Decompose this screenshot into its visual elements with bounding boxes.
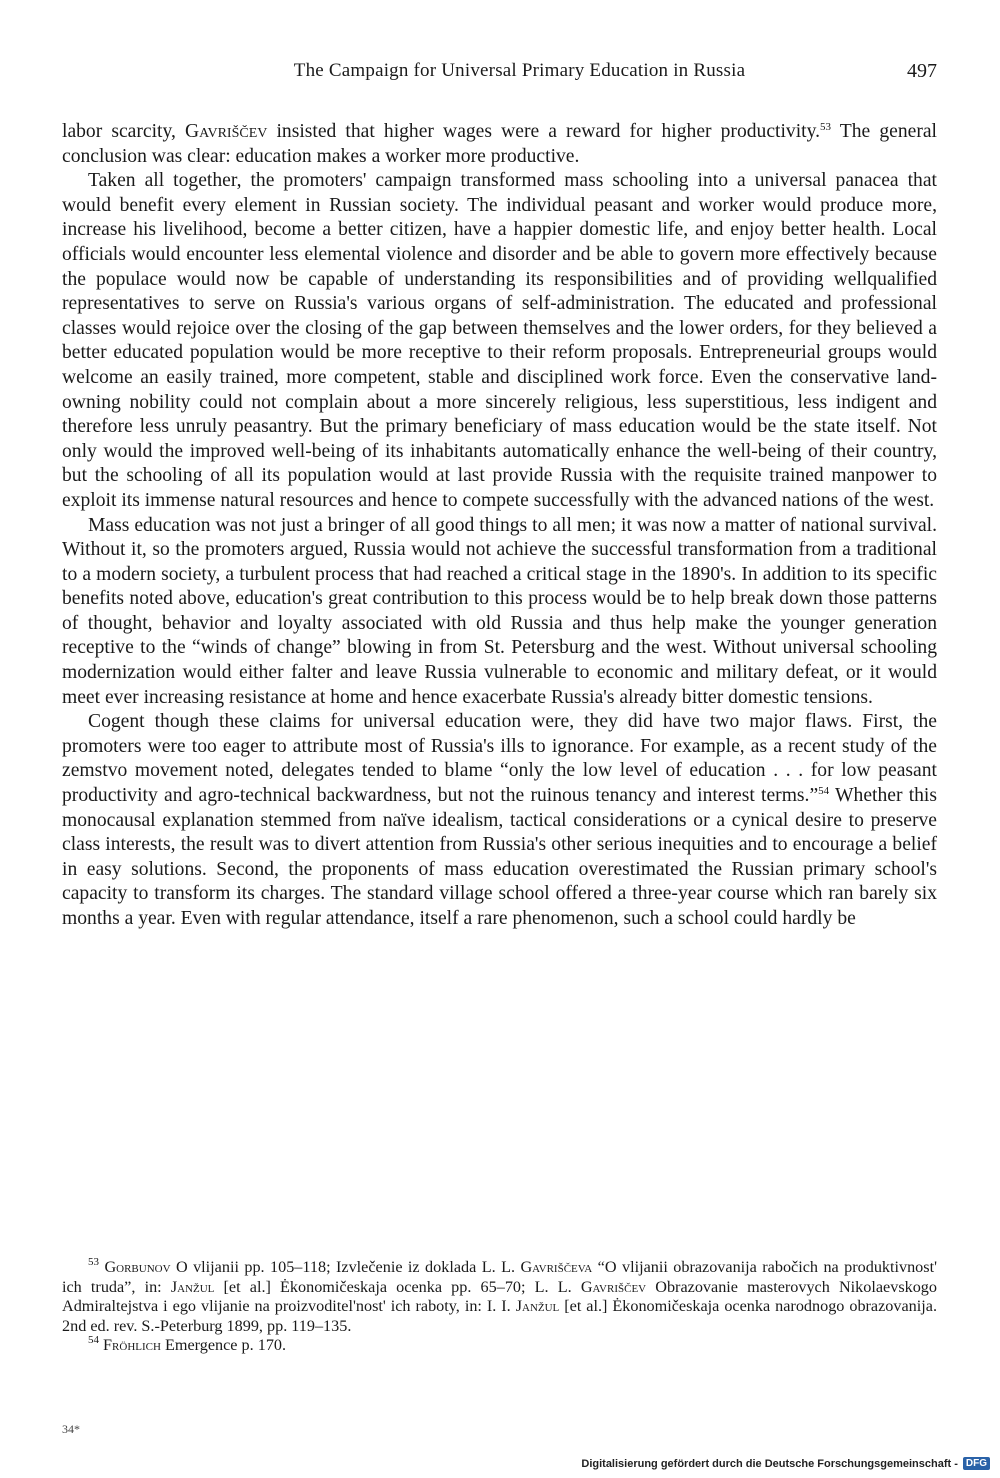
main-text xyxy=(62,120,937,932)
paragraph-2: Taken all together, the promoters' campaign transformed mass schooling into a universal panacea that would benefit every element in Russian society. The individual peasant and worker would produce more, increase his livelihood, become a better citizen, have a happier domestic life, and enjoy better health. Local officials would encounter less elemental violence and disorder and be able to govern more effectively because the populace would now be capable of understanding its responsibilities and of providing wellqualified representatives to serve on Russia's various organs of self-administration. The educated and professional classes would rejoice over the closing of the gap between themselves and the lower orders, for they believed a better educated population would be more receptive to their reform proposals. Entrepreneurial groups would welcome an easily trained, more competent, stable and disciplined work force. Even the conservative landowning nobility could not complain about a more sincerely religious, less superstitious, less indigent and therefore less unruly peasantry. But the primary beneficiary of mass education would be the state itself. Not only would the improved well-being of its inhabitants automatically enhance the well-being of their country, but the schooling of all its population would at last provide Russia with the requisite trained manpower to exploit its immense natural resources and hence to compete successfully with the advanced nations of the west. xyxy=(62,170,937,511)
paragraph-1: labor scarcity, Gavriščev insisted that higher wages were a reward for higher productivity.$^{53}$ The general conclusion was clear: education makes a worker more productive. xyxy=(62,121,937,167)
footnote-ref-54[interactable]: 54 xyxy=(818,785,830,798)
running-head: The Campaign for Universal Primary Education in Russia xyxy=(293,60,746,81)
footnote-ref-53[interactable]: 53 xyxy=(820,121,832,133)
printer-signature: 34* xyxy=(62,1422,80,1436)
dfg-logo-icon: DFG xyxy=(963,1457,990,1470)
footnote-54: $^{54}$ Fröhlich Emergence p. 170. xyxy=(88,1334,287,1355)
page-number: 497 xyxy=(907,60,937,82)
digitization-footer xyxy=(581,1457,990,1470)
paragraph-4: Cogent though these claims for universal education were, they did have two major flaws. First, the promoters were too eager to attribute most of Russia's ills to ignorance. For example, as a recent study of the zemstvo movement noted, delegates tended to blame “only the low level of education . . . for low peasant productivity and agro-technical backwardness, but not the ruinous tenancy and interest terms.”$^{54}$ Whether this monocausal explanation stemmed from naïve idealism, tactical considerations or a cynical desire to preserve class interests, the result was to divert attention from Russia's other serious inequities and to encourage a belief in easy solutions. Second, the proponents of mass education overestimated the Russian primary school's capacity to transform its charges. The standard village school offered a three-year course which ran barely six months a year. Even with regular attendance, itself a rare phenomenon, such a school could hardly be xyxy=(62,711,938,929)
footnote-53: $^{53}$ Gorbunov O vlijanii pp. 105–118; Izvlečenie iz doklada L. L. Gavriščeva “O vlijanii obrazovanija rabočich na produktivnost' ich truda”, in: Janžul [et al.] Ėkonomičeskaja ocenka pp. 65–70; L. L. Gavriščev Obrazovanie masterovych Nikolaevskogo Admiraltejstva i ego vlijanie na proizvoditel'nost' ich raboty, in: I. I. Janžul [et al.] Ėkonomičeskaja ocenka narodnogo obrazovanija. 2nd ed. rev. S.-Peterburg 1899, pp. 119–135. xyxy=(62,1256,937,1335)
paragraph-3: Mass education was not just a bringer of all good things to all men; it was now a matter of national survival. Without it, so the promoters argued, Russia would not achieve the successful transformation from a traditional to a modern society, a turbulent process that had reached a critical stage in the 1890's. In addition to its specific benefits noted above, education's great contribution to this process would be to help break down those patterns of thought, behavior and loyalty associated with old Russia and thus help make the younger generation receptive to the “winds of change” blowing in from St. Petersburg and the west. Without universal schooling modernization would either falter and leave Russia vulnerable to economic and military defeat, or it would meet ever increasing resistance at home and hence exacerbate Russia's already bitter domestic tensions. xyxy=(62,514,937,708)
funding-text: Digitalisierung gefördert durch die Deutsche Forschungsgemeinschaft - xyxy=(581,1457,958,1470)
footnotes xyxy=(62,1258,937,1356)
page-header xyxy=(62,60,937,90)
author-name: Gavriščev xyxy=(185,121,268,142)
